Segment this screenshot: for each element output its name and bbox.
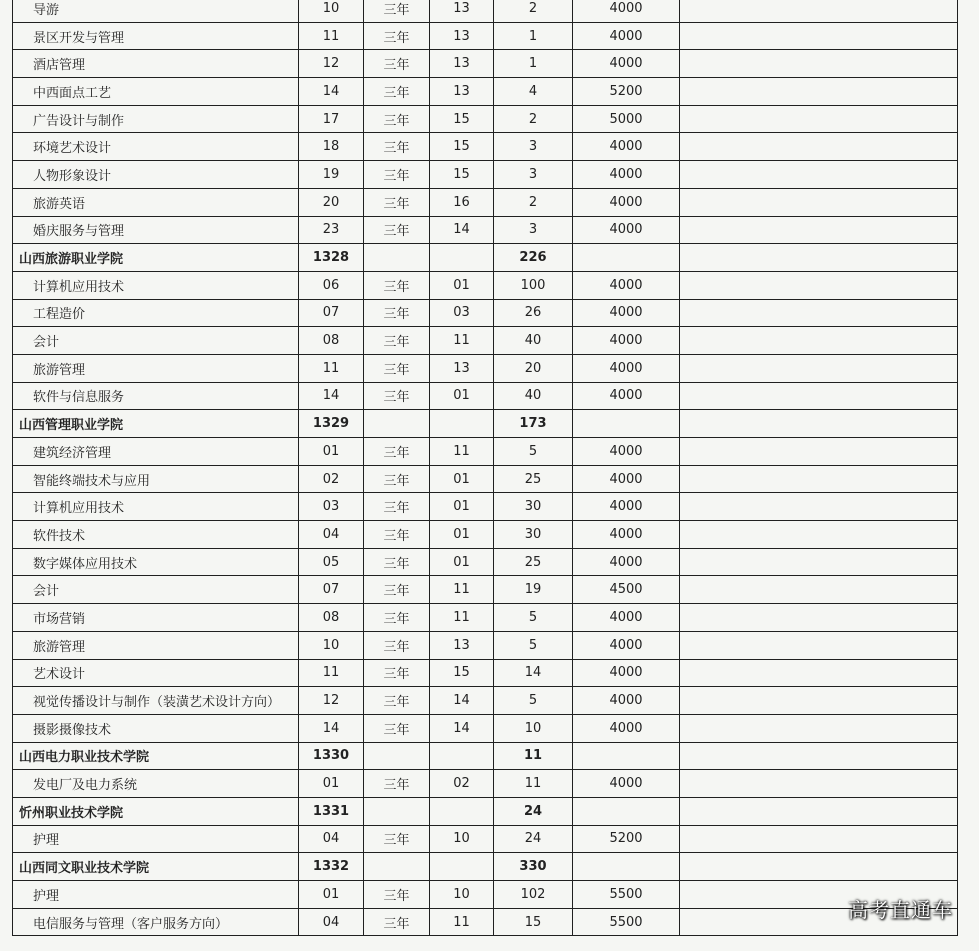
school-row [13, 742, 958, 770]
length-cell: 三年 [364, 881, 430, 909]
category-cell: 11 [430, 438, 494, 466]
name-cell: 计算机应用技术 [13, 271, 299, 299]
category-cell: 11 [430, 576, 494, 604]
major-row [13, 438, 958, 466]
note-cell [680, 188, 958, 216]
length-cell: 三年 [364, 714, 430, 742]
length-cell: 三年 [364, 465, 430, 493]
plan-cell: 25 [494, 465, 573, 493]
code-cell: 11 [299, 354, 364, 382]
code-cell: 1330 [299, 742, 364, 770]
plan-cell: 11 [494, 770, 573, 798]
plan-cell: 102 [494, 881, 573, 909]
watermark-text: 高考直通车 [848, 898, 953, 922]
fee-cell [573, 742, 680, 770]
category-cell: 11 [430, 908, 494, 936]
category-cell [430, 742, 494, 770]
category-cell: 14 [430, 687, 494, 715]
code-cell: 14 [299, 714, 364, 742]
fee-cell: 4000 [573, 521, 680, 549]
category-cell: 10 [430, 881, 494, 909]
major-row [13, 188, 958, 216]
fee-cell: 4000 [573, 631, 680, 659]
length-cell: 三年 [364, 521, 430, 549]
category-cell: 15 [430, 161, 494, 189]
plan-cell: 20 [494, 354, 573, 382]
note-cell [680, 271, 958, 299]
length-cell [364, 410, 430, 438]
note-cell [680, 631, 958, 659]
plan-cell: 4 [494, 78, 573, 106]
name-cell: 数字媒体应用技术 [13, 548, 299, 576]
major-row [13, 354, 958, 382]
name-cell: 会计 [13, 576, 299, 604]
name-cell: 山西电力职业技术学院 [13, 742, 299, 770]
code-cell: 12 [299, 687, 364, 715]
note-cell [680, 78, 958, 106]
major-row [13, 78, 958, 106]
note-cell [680, 105, 958, 133]
fee-cell: 4000 [573, 299, 680, 327]
category-cell: 15 [430, 105, 494, 133]
code-cell: 11 [299, 22, 364, 50]
length-cell: 三年 [364, 631, 430, 659]
length-cell: 三年 [364, 22, 430, 50]
category-cell: 13 [430, 354, 494, 382]
fee-cell: 4000 [573, 548, 680, 576]
plan-cell: 40 [494, 327, 573, 355]
code-cell: 17 [299, 105, 364, 133]
plan-cell: 14 [494, 659, 573, 687]
major-row [13, 908, 958, 936]
length-cell: 三年 [364, 161, 430, 189]
length-cell: 三年 [364, 908, 430, 936]
length-cell: 三年 [364, 438, 430, 466]
code-cell: 23 [299, 216, 364, 244]
fee-cell: 4500 [573, 576, 680, 604]
major-row [13, 521, 958, 549]
code-cell: 03 [299, 493, 364, 521]
category-cell: 16 [430, 188, 494, 216]
length-cell: 三年 [364, 50, 430, 78]
plan-cell: 11 [494, 742, 573, 770]
major-row [13, 271, 958, 299]
fee-cell: 4000 [573, 714, 680, 742]
fee-cell: 4000 [573, 327, 680, 355]
length-cell: 三年 [364, 770, 430, 798]
category-cell [430, 797, 494, 825]
plan-cell: 10 [494, 714, 573, 742]
name-cell: 计算机应用技术 [13, 493, 299, 521]
fee-cell: 4000 [573, 604, 680, 632]
name-cell: 山西管理职业学院 [13, 410, 299, 438]
code-cell: 07 [299, 576, 364, 604]
name-cell: 中西面点工艺 [13, 78, 299, 106]
note-cell [680, 493, 958, 521]
code-cell: 1331 [299, 797, 364, 825]
plan-cell: 24 [494, 825, 573, 853]
school-row [13, 244, 958, 272]
name-cell: 软件与信息服务 [13, 382, 299, 410]
length-cell: 三年 [364, 659, 430, 687]
name-cell: 山西同文职业技术学院 [13, 853, 299, 881]
name-cell: 广告设计与制作 [13, 105, 299, 133]
length-cell: 三年 [364, 604, 430, 632]
note-cell [680, 382, 958, 410]
code-cell: 10 [299, 631, 364, 659]
code-cell: 1332 [299, 853, 364, 881]
note-cell [680, 825, 958, 853]
category-cell [430, 244, 494, 272]
plan-cell: 5 [494, 604, 573, 632]
fee-cell: 4000 [573, 216, 680, 244]
length-cell [364, 797, 430, 825]
code-cell: 20 [299, 188, 364, 216]
fee-cell: 5200 [573, 78, 680, 106]
length-cell: 三年 [364, 0, 430, 22]
code-cell: 02 [299, 465, 364, 493]
category-cell: 14 [430, 714, 494, 742]
fee-cell: 4000 [573, 271, 680, 299]
name-cell: 山西旅游职业学院 [13, 244, 299, 272]
length-cell: 三年 [364, 327, 430, 355]
code-cell: 18 [299, 133, 364, 161]
code-cell: 19 [299, 161, 364, 189]
major-row [13, 714, 958, 742]
plan-cell: 3 [494, 133, 573, 161]
plan-cell: 173 [494, 410, 573, 438]
major-row [13, 604, 958, 632]
major-row [13, 631, 958, 659]
major-row [13, 299, 958, 327]
fee-cell: 5500 [573, 881, 680, 909]
category-cell: 13 [430, 631, 494, 659]
fee-cell: 4000 [573, 687, 680, 715]
name-cell: 会计 [13, 327, 299, 355]
length-cell: 三年 [364, 382, 430, 410]
fee-cell: 4000 [573, 161, 680, 189]
name-cell: 电信服务与管理（客户服务方向） [13, 908, 299, 936]
fee-cell: 4000 [573, 133, 680, 161]
note-cell [680, 133, 958, 161]
fee-cell [573, 410, 680, 438]
plan-cell: 100 [494, 271, 573, 299]
category-cell: 11 [430, 604, 494, 632]
code-cell: 08 [299, 604, 364, 632]
major-row [13, 50, 958, 78]
plan-cell: 2 [494, 188, 573, 216]
plan-cell: 25 [494, 548, 573, 576]
major-row [13, 659, 958, 687]
fee-cell: 4000 [573, 22, 680, 50]
fee-cell: 4000 [573, 438, 680, 466]
major-row [13, 0, 958, 22]
note-cell [680, 327, 958, 355]
name-cell: 导游 [13, 0, 299, 22]
code-cell: 01 [299, 770, 364, 798]
fee-cell: 4000 [573, 770, 680, 798]
fee-cell: 4000 [573, 382, 680, 410]
category-cell [430, 410, 494, 438]
length-cell: 三年 [364, 216, 430, 244]
length-cell: 三年 [364, 299, 430, 327]
major-row [13, 216, 958, 244]
note-cell [680, 548, 958, 576]
table-body [13, 0, 958, 936]
code-cell: 08 [299, 327, 364, 355]
length-cell: 三年 [364, 825, 430, 853]
major-row [13, 382, 958, 410]
category-cell: 11 [430, 327, 494, 355]
note-cell [680, 354, 958, 382]
fee-cell: 5000 [573, 105, 680, 133]
fee-cell: 5200 [573, 825, 680, 853]
plan-cell: 15 [494, 908, 573, 936]
note-cell [680, 714, 958, 742]
length-cell: 三年 [364, 576, 430, 604]
plan-cell: 2 [494, 0, 573, 22]
length-cell [364, 742, 430, 770]
fee-cell: 4000 [573, 50, 680, 78]
category-cell: 15 [430, 133, 494, 161]
plan-cell: 2 [494, 105, 573, 133]
length-cell [364, 244, 430, 272]
plan-cell: 19 [494, 576, 573, 604]
major-row [13, 327, 958, 355]
fee-cell: 4000 [573, 659, 680, 687]
category-cell: 01 [430, 382, 494, 410]
name-cell: 护理 [13, 881, 299, 909]
plan-cell: 40 [494, 382, 573, 410]
major-row [13, 105, 958, 133]
code-cell: 10 [299, 0, 364, 22]
category-cell: 01 [430, 465, 494, 493]
code-cell: 04 [299, 825, 364, 853]
school-row [13, 797, 958, 825]
name-cell: 景区开发与管理 [13, 22, 299, 50]
fee-cell: 4000 [573, 0, 680, 22]
major-row [13, 687, 958, 715]
major-row [13, 825, 958, 853]
note-cell [680, 576, 958, 604]
note-cell [680, 770, 958, 798]
name-cell: 旅游管理 [13, 354, 299, 382]
category-cell: 13 [430, 0, 494, 22]
length-cell: 三年 [364, 133, 430, 161]
length-cell: 三年 [364, 188, 430, 216]
plan-cell: 330 [494, 853, 573, 881]
code-cell: 04 [299, 521, 364, 549]
plan-cell: 3 [494, 161, 573, 189]
code-cell: 14 [299, 382, 364, 410]
length-cell: 三年 [364, 271, 430, 299]
name-cell: 忻州职业技术学院 [13, 797, 299, 825]
note-cell [680, 604, 958, 632]
note-cell [680, 299, 958, 327]
fee-cell: 4000 [573, 465, 680, 493]
plan-cell: 226 [494, 244, 573, 272]
category-cell: 13 [430, 50, 494, 78]
name-cell: 婚庆服务与管理 [13, 216, 299, 244]
major-row [13, 161, 958, 189]
fee-cell: 5500 [573, 908, 680, 936]
note-cell [680, 521, 958, 549]
note-cell [680, 216, 958, 244]
major-row [13, 548, 958, 576]
admissions-table [12, 0, 958, 936]
name-cell: 软件技术 [13, 521, 299, 549]
length-cell: 三年 [364, 354, 430, 382]
category-cell: 14 [430, 216, 494, 244]
plan-cell: 1 [494, 50, 573, 78]
plan-cell: 24 [494, 797, 573, 825]
school-row [13, 853, 958, 881]
code-cell: 11 [299, 659, 364, 687]
length-cell: 三年 [364, 78, 430, 106]
name-cell: 工程造价 [13, 299, 299, 327]
code-cell: 14 [299, 78, 364, 106]
category-cell: 13 [430, 78, 494, 106]
major-row [13, 881, 958, 909]
note-cell [680, 659, 958, 687]
code-cell: 06 [299, 271, 364, 299]
length-cell: 三年 [364, 548, 430, 576]
code-cell: 07 [299, 299, 364, 327]
fee-cell [573, 853, 680, 881]
name-cell: 视觉传播设计与制作（装潢艺术设计方向） [13, 687, 299, 715]
code-cell: 04 [299, 908, 364, 936]
plan-cell: 30 [494, 521, 573, 549]
fee-cell: 4000 [573, 493, 680, 521]
name-cell: 旅游英语 [13, 188, 299, 216]
major-row [13, 493, 958, 521]
plan-cell: 30 [494, 493, 573, 521]
fee-cell [573, 244, 680, 272]
fee-cell: 4000 [573, 354, 680, 382]
name-cell: 艺术设计 [13, 659, 299, 687]
major-row [13, 22, 958, 50]
name-cell: 护理 [13, 825, 299, 853]
category-cell [430, 853, 494, 881]
category-cell: 03 [430, 299, 494, 327]
major-row [13, 770, 958, 798]
name-cell: 摄影摄像技术 [13, 714, 299, 742]
category-cell: 13 [430, 22, 494, 50]
name-cell: 建筑经济管理 [13, 438, 299, 466]
category-cell: 01 [430, 493, 494, 521]
category-cell: 01 [430, 521, 494, 549]
note-cell [680, 438, 958, 466]
category-cell: 01 [430, 548, 494, 576]
note-cell [680, 410, 958, 438]
plan-cell: 5 [494, 631, 573, 659]
name-cell: 市场营销 [13, 604, 299, 632]
note-cell [680, 161, 958, 189]
plan-cell: 5 [494, 687, 573, 715]
plan-cell: 1 [494, 22, 573, 50]
name-cell: 智能终端技术与应用 [13, 465, 299, 493]
code-cell: 1329 [299, 410, 364, 438]
length-cell: 三年 [364, 493, 430, 521]
code-cell: 01 [299, 881, 364, 909]
note-cell [680, 853, 958, 881]
note-cell [680, 50, 958, 78]
major-row [13, 133, 958, 161]
length-cell: 三年 [364, 105, 430, 133]
category-cell: 10 [430, 825, 494, 853]
category-cell: 02 [430, 770, 494, 798]
note-cell [680, 742, 958, 770]
name-cell: 环境艺术设计 [13, 133, 299, 161]
length-cell: 三年 [364, 687, 430, 715]
fee-cell [573, 797, 680, 825]
fee-cell: 4000 [573, 188, 680, 216]
category-cell: 15 [430, 659, 494, 687]
note-cell [680, 465, 958, 493]
note-cell [680, 687, 958, 715]
name-cell: 发电厂及电力系统 [13, 770, 299, 798]
school-row [13, 410, 958, 438]
name-cell: 酒店管理 [13, 50, 299, 78]
note-cell [680, 244, 958, 272]
plan-cell: 3 [494, 216, 573, 244]
note-cell [680, 797, 958, 825]
code-cell: 01 [299, 438, 364, 466]
plan-cell: 5 [494, 438, 573, 466]
plan-cell: 26 [494, 299, 573, 327]
major-row [13, 576, 958, 604]
name-cell: 人物形象设计 [13, 161, 299, 189]
name-cell: 旅游管理 [13, 631, 299, 659]
note-cell [680, 22, 958, 50]
major-row [13, 465, 958, 493]
code-cell: 1328 [299, 244, 364, 272]
category-cell: 01 [430, 271, 494, 299]
length-cell [364, 853, 430, 881]
code-cell: 05 [299, 548, 364, 576]
note-cell [680, 0, 958, 22]
code-cell: 12 [299, 50, 364, 78]
